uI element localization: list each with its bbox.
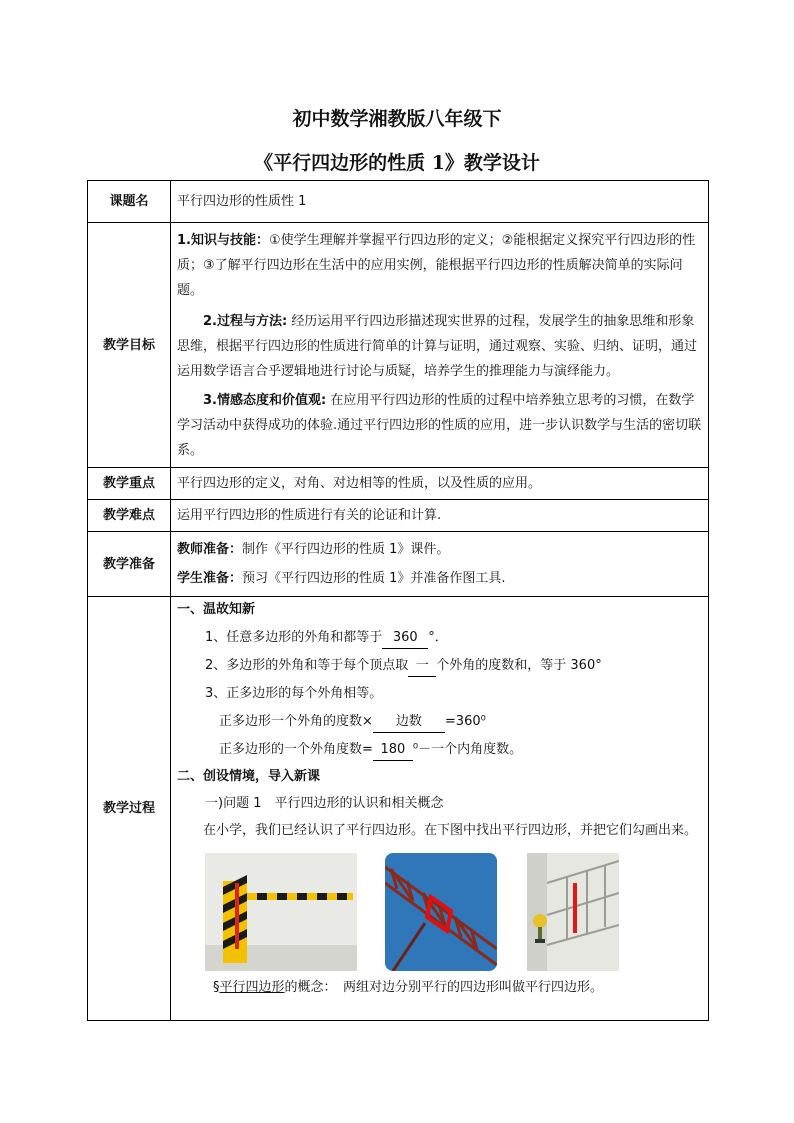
row-topic <box>88 181 709 223</box>
section-review-title: 一、温故知新 <box>177 602 256 617</box>
student-prep <box>177 566 702 591</box>
goals-label: 教学目标 <box>88 223 171 468</box>
concept-prefix: § <box>213 980 220 995</box>
review-line-2-end: 个外角的度数和，等于 360° <box>436 658 602 673</box>
goals-content <box>171 223 709 468</box>
teacher-prep-label: 教师准备： <box>177 542 243 557</box>
crane-photo <box>385 853 497 971</box>
prep-content <box>171 532 709 597</box>
goal-knowledge-text: ①使学生理解并掌握平行四边形的定义；②能根据定义探究平行四边形的性质；③了解平行四边形在生活中的应用实例，能根据平行四边形的性质解决简单的实际问题。 <box>177 232 696 298</box>
row-preparation <box>88 532 709 597</box>
student-prep-label: 学生准备： <box>177 571 243 586</box>
goal-emotion-text: 在应用平行四边形的性质的过程中培养独立思考的习惯，在数学学习活动中获得成功的体验.通过平行四边形的性质的应用，进一步认识数学与生活的密切联系。 <box>177 392 702 458</box>
lesson-plan-table <box>87 180 709 1021</box>
row-process <box>88 597 709 1021</box>
intro-text: 在小学，我们已经认识了平行四边形。在下图中找出平行四边形，并把它们勾画出来。 <box>203 823 698 838</box>
doc-title-line2: 《平行四边形的性质 1》教学设计 <box>254 152 540 174</box>
teacher-prep-text: 制作《平行四边形的性质 1》课件。 <box>242 542 450 557</box>
process-label: 教学过程 <box>88 597 171 1021</box>
review-line-4 <box>177 709 702 734</box>
section-intro-title: 二、创设情境，导入新课 <box>177 769 321 784</box>
review-line-5-end: ⁰－一个内角度数。 <box>412 742 523 757</box>
concept-definition: 的概念： 两组对边分别平行的四边形叫做平行四边形。 <box>284 980 604 995</box>
review-line-1-blank: 360 <box>382 628 428 649</box>
review-line-1 <box>177 625 702 650</box>
difficulty-label: 教学难点 <box>88 500 171 532</box>
photo-strip <box>205 853 702 971</box>
review-line-2 <box>177 653 702 678</box>
key-value: 平行四边形的定义，对角、对边相等的性质，以及性质的应用。 <box>171 468 709 500</box>
process-content <box>171 597 709 1021</box>
key-label: 教学重点 <box>88 468 171 500</box>
review-line-2-blank: 一 <box>408 656 436 677</box>
goal-process-label: 2.过程与方法: <box>203 313 288 329</box>
review-line-5 <box>177 737 702 762</box>
student-prep-text: 预习《平行四边形的性质 1》并准备作图工具. <box>242 571 506 586</box>
review-line-1-end: °． <box>428 630 448 645</box>
row-difficulty <box>88 500 709 532</box>
review-line-2-text: 2、多边形的外角和等于每个顶点取 <box>205 658 409 673</box>
teacher-prep <box>177 537 702 562</box>
goal-knowledge <box>177 228 702 303</box>
doc-title-line1: 初中数学湘教版八年级下 <box>292 108 502 130</box>
review-line-4-text: 正多边形一个外角的度数× <box>219 714 373 729</box>
row-key-point <box>88 468 709 500</box>
review-line-4-end: =360⁰ <box>444 714 486 729</box>
question-1: 一)问题 1 平行四边形的认识和相关概念 <box>205 796 444 811</box>
review-line-4-blank: 边数 <box>373 712 445 733</box>
review-line-3: 3、正多边形的每个外角相等。 <box>205 686 383 701</box>
concept-term: 平行四边形 <box>219 980 285 995</box>
review-line-5-text: 正多边形的一个外角度数= <box>219 742 373 757</box>
barrier-gate-photo <box>205 853 357 971</box>
prep-label: 教学准备 <box>88 532 171 597</box>
topic-value: 平行四边形的性质性 1 <box>171 181 709 223</box>
goal-knowledge-label: 1.知识与技能： <box>177 232 269 248</box>
goal-process <box>177 309 702 384</box>
goal-process-text: 经历运用平行四边形描述现实世界的过程，发展学生的抽象思维和形象思维，根据平行四边形的性质进行简单的计算与证明，通过观察、实验、归纳、证明，通过运用数学语言合乎逻辑地进行讨论与质疑，培养学生的推理能力与演绎能力。 <box>177 313 698 379</box>
topic-label: 课题名 <box>88 181 171 223</box>
staircase-photo <box>527 853 619 971</box>
review-line-1-text: 1、任意多边形的外角和都等于 <box>205 630 383 645</box>
review-line-5-blank: 180 <box>373 740 413 761</box>
difficulty-value: 运用平行四边形的性质进行有关的论证和计算. <box>171 500 709 532</box>
goal-emotion-label: 3.情感态度和价值观: <box>203 392 327 408</box>
parallelogram-concept <box>177 975 702 1000</box>
row-goals <box>88 223 709 468</box>
goal-emotion <box>177 388 702 463</box>
